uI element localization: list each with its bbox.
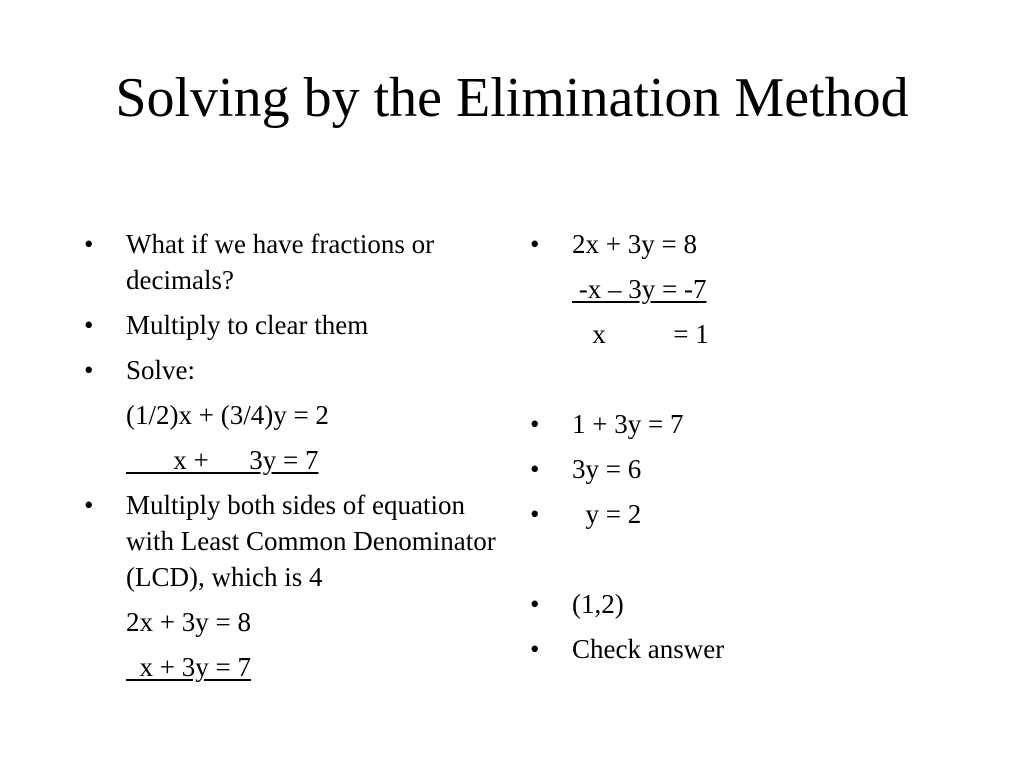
bullet-item bbox=[84, 352, 504, 388]
equation-text: x + 3y = 7 bbox=[126, 445, 319, 475]
bullet-item bbox=[530, 226, 970, 262]
bullet-text: Multiply both sides of equation with Least Common Denominator (LCD), which is 4 bbox=[126, 490, 496, 592]
equation-text: 2x + 3y = 8 bbox=[126, 607, 251, 637]
bullet-icon: • bbox=[530, 454, 540, 484]
bullet-icon: • bbox=[530, 409, 540, 439]
bullet-item bbox=[530, 631, 970, 667]
bullet-item bbox=[530, 586, 970, 622]
bullet-item bbox=[530, 451, 970, 487]
bullet-icon: • bbox=[84, 310, 94, 340]
bullet-text: 1 + 3y = 7 bbox=[572, 409, 684, 439]
equation-text: x + 3y = 7 bbox=[126, 652, 251, 682]
bullet-icon: • bbox=[84, 355, 94, 385]
bullet-icon: • bbox=[530, 634, 540, 664]
slide-title: Solving by the Elimination Method bbox=[115, 67, 909, 129]
bullet-item bbox=[530, 406, 970, 442]
bullet-item bbox=[84, 487, 504, 595]
bullet-icon: • bbox=[530, 589, 540, 619]
equation-line bbox=[84, 649, 504, 685]
bullet-text: 3y = 6 bbox=[572, 454, 642, 484]
equation-line bbox=[530, 316, 970, 352]
bullet-text: Solve: bbox=[126, 355, 196, 385]
right-column bbox=[530, 226, 970, 667]
bullet-icon: • bbox=[84, 229, 94, 259]
equation-text: -x – 3y = -7 bbox=[572, 274, 707, 304]
bullet-icon: • bbox=[84, 490, 94, 520]
bullet-item bbox=[530, 496, 970, 532]
equation-line bbox=[84, 604, 504, 640]
bullet-text: y = 2 bbox=[572, 499, 642, 529]
equation-line bbox=[84, 442, 504, 478]
equation-line bbox=[530, 271, 970, 307]
bullet-icon: • bbox=[530, 229, 540, 259]
bullet-text: Check answer bbox=[572, 634, 725, 664]
bullet-icon: • bbox=[530, 499, 540, 529]
left-column bbox=[84, 226, 504, 685]
equation-text: (1/2)x + (3/4)y = 2 bbox=[126, 400, 329, 430]
bullet-text: Multiply to clear them bbox=[126, 310, 369, 340]
bullet-text: (1,2) bbox=[572, 589, 624, 619]
bullet-text: 2x + 3y = 8 bbox=[572, 229, 697, 259]
bullet-item bbox=[84, 226, 504, 298]
bullet-item bbox=[84, 307, 504, 343]
equation-line bbox=[84, 397, 504, 433]
bullet-text: What if we have fractions or decimals? bbox=[126, 229, 435, 295]
equation-text: x = 1 bbox=[572, 319, 709, 349]
